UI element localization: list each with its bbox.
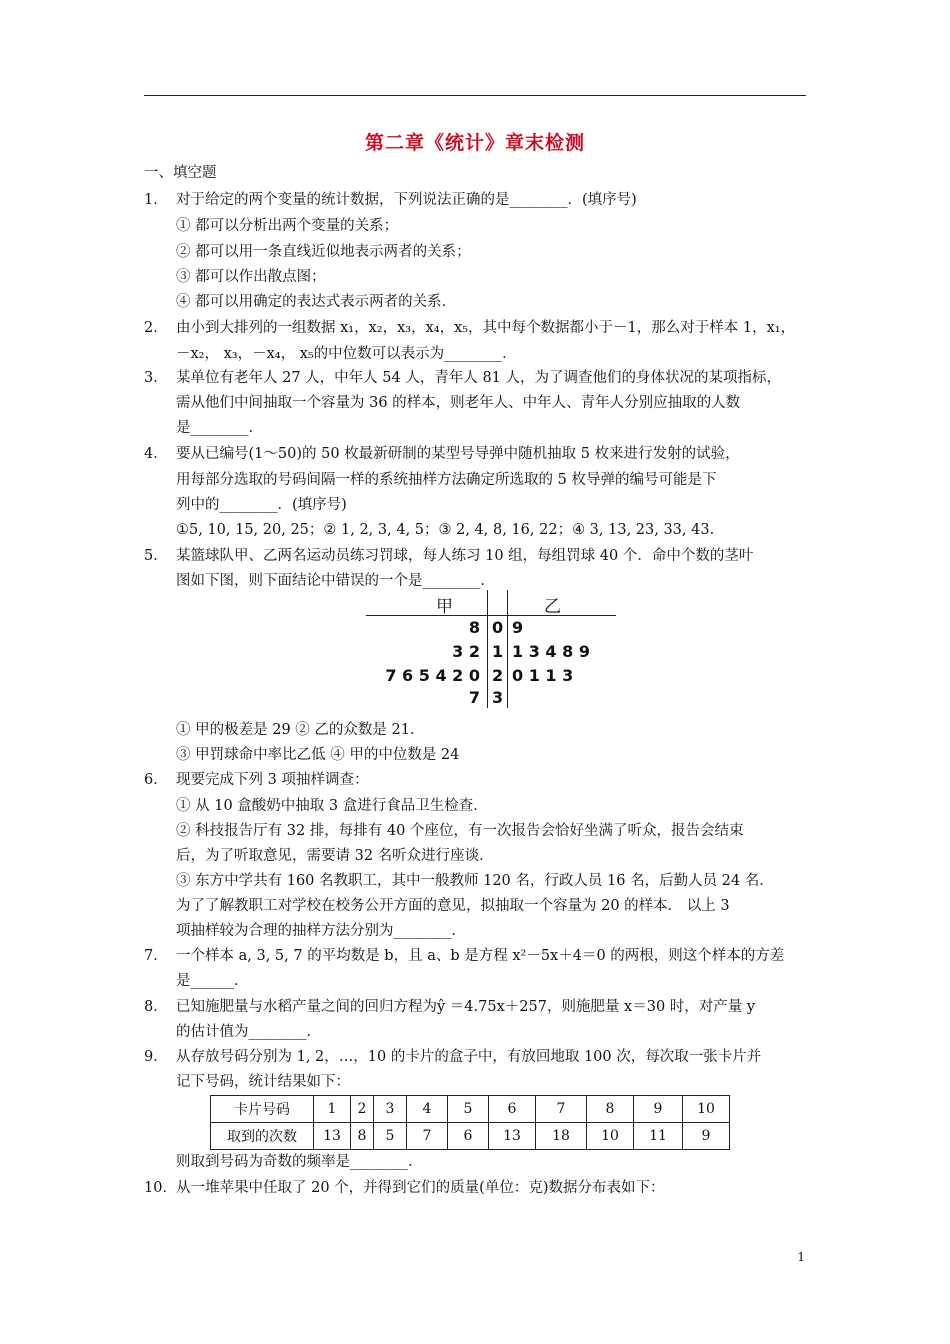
question-7-line-2: 是______．: [176, 973, 249, 989]
question-4-number: 4．: [144, 446, 168, 462]
stem-leaf-left-leaves: 3 2: [452, 642, 480, 661]
table-cell: 3: [374, 1096, 407, 1123]
stem-leaf-divider-left: [487, 590, 488, 708]
table-cell: 9: [683, 1123, 730, 1150]
stem-leaf-divider-right: [507, 590, 508, 708]
table-cell: 13: [314, 1123, 351, 1150]
table-cell: 7: [536, 1096, 587, 1123]
stem-leaf-stem: 2: [492, 666, 504, 685]
table-cell: 18: [536, 1123, 587, 1150]
table-cell: 9: [634, 1096, 683, 1123]
question-9-line-1: 从存放号码分别为 1, 2，…，10 的卡片的盒子中，有放回地取 100 次，每次取一张卡片并: [176, 1049, 762, 1065]
page-title: 第二章《统计》章末检测: [364, 132, 585, 154]
question-1-stem: 对于给定的两个变量的统计数据，下列说法正确的是________．(填序号): [176, 192, 637, 208]
stem-leaf-plot: [366, 590, 616, 710]
question-5-number: 5．: [144, 548, 168, 564]
question-3-line-1: 某单位有老年人 27 人，中年人 54 人，青年人 81 人，为了调查他们的身体状况的某项指标，: [176, 370, 782, 386]
question-6-line-6: 为了了解教职工对学校在校务公开方面的意见，拟抽取一个容量为 20 的样本． 以上 3: [176, 898, 730, 914]
question-8-line-2: 的估计值为________．: [176, 1024, 321, 1040]
stem-leaf-left-leaves: 7: [468, 688, 480, 707]
question-6-line-4: 后，为了听取意见，需要请 32 名听众进行座谈．: [176, 848, 494, 864]
question-2-line-1: 由小到大排列的一组数据 x₁，x₂，x₃，x₄，x₅，其中每个数据都小于－1，那么对于样本 1，x₁，: [176, 320, 796, 336]
table-cell: 5: [374, 1123, 407, 1150]
table-cell: 7: [407, 1123, 448, 1150]
question-10-line-1: 从一堆苹果中任取了 20 个，并得到它们的质量(单位：克)数据分布表如下：: [176, 1180, 665, 1196]
question-1-option-4: ④ 都可以用确定的表达式表示两者的关系．: [176, 294, 457, 310]
table-cell: 8: [351, 1123, 374, 1150]
table-cell: 11: [634, 1123, 683, 1150]
question-4-line-1: 要从已编号(1～50)的 50 枚最新研制的某型号导弹中随机抽取 5 枚来进行发射的试验，: [176, 446, 740, 462]
question-8-line-1: 已知施肥量与水稻产量之间的回归方程为ŷ ＝4.75x＋257，则施肥量 x＝30 时，对产量 y: [176, 999, 756, 1015]
question-8-number: 8．: [144, 999, 168, 1015]
stem-leaf-header-rule: [366, 615, 616, 616]
stem-leaf-stem: 1: [492, 642, 504, 661]
question-4-options: ①5, 10, 15, 20, 25；② 1, 2, 3, 4, 5；③ 2, 4, 8, 16, 22；④ 3, 13, 23, 33, 43.: [176, 522, 715, 538]
question-4-line-2: 用每部分选取的号码间隔一样的系统抽样方法确定所选取的 5 枚导弹的编号可能是下: [176, 472, 717, 488]
page-number: 1: [797, 1250, 805, 1264]
question-1-option-2: ② 都可以用一条直线近似地表示两者的关系；: [176, 244, 471, 260]
question-9-number: 9．: [144, 1049, 168, 1065]
question-3-number: 3．: [144, 370, 168, 386]
stem-leaf-right-leaves: 9: [512, 618, 524, 637]
table-cell: 8: [587, 1096, 634, 1123]
header-rule: [144, 95, 806, 96]
table-cell: 1: [314, 1096, 351, 1123]
table-cell: 6: [448, 1123, 489, 1150]
question-4-line-3: 列中的________．(填序号): [176, 497, 347, 513]
question-6-line-3: ② 科技报告厅有 32 排，每排有 40 个座位，有一次报告会恰好坐满了听众，报告会结束: [176, 823, 744, 839]
table-row: [211, 1096, 730, 1123]
question-1-option-1: ① 都可以分析出两个变量的关系；: [176, 218, 399, 234]
table-row-label: 取到的次数: [211, 1123, 314, 1150]
table-cell: 4: [407, 1096, 448, 1123]
question-6-line-1: 现要完成下列 3 项抽样调查：: [176, 772, 369, 788]
table-cell: 2: [351, 1096, 374, 1123]
question-7-number: 7．: [144, 948, 168, 964]
stem-leaf-right-leaves: 1 3 4 8 9: [512, 642, 590, 661]
stem-leaf-stem: 3: [492, 688, 504, 707]
question-2-line-2: －x₂， x₃，－x₄， x₅的中位数可以表示为________．: [176, 346, 517, 362]
question-5-options-2: ③ 甲罚球命中率比乙低 ④ 甲的中位数是 24: [176, 747, 460, 763]
stem-leaf-left-leaves: 8: [468, 618, 480, 637]
stem-leaf-left-header: 甲: [436, 597, 453, 617]
stem-leaf-stem: 0: [492, 618, 504, 637]
question-1-option-3: ③ 都可以作出散点图；: [176, 269, 326, 285]
table-row-label: 卡片号码: [211, 1096, 314, 1123]
table-cell: 10: [587, 1123, 634, 1150]
question-7-line-1: 一个样本 a, 3, 5, 7 的平均数是 b，且 a、b 是方程 x²－5x＋4＝0 的两根，则这个样本的方差: [176, 948, 785, 964]
question-9-line-3: 则取到号码为奇数的频率是________．: [176, 1154, 423, 1170]
question-6-line-7: 项抽样较为合理的抽样方法分别为________．: [176, 923, 466, 939]
stem-leaf-right-leaves: 0 1 1 3: [512, 666, 574, 685]
question-5-line-1: 某篮球队甲、乙两名运动员练习罚球，每人练习 10 组，每组罚球 40 个．命中个数的茎叶: [176, 548, 754, 564]
question-6-line-2: ① 从 10 盒酸奶中抽取 3 盒进行食品卫生检查．: [176, 798, 488, 814]
question-3-line-2: 需从他们中间抽取一个容量为 36 的样本，则老年人、中年人、青年人分别应抽取的人数: [176, 395, 741, 411]
question-5-options-1: ① 甲的极差是 29 ② 乙的众数是 21．: [176, 722, 425, 738]
question-6-number: 6．: [144, 772, 168, 788]
table-row: [211, 1123, 730, 1150]
question-10-number: 10．: [144, 1180, 177, 1196]
question-2-number: 2．: [144, 320, 168, 336]
question-6-line-5: ③ 东方中学共有 160 名教职工，其中一般教师 120 名，行政人员 16 名，后勤人员 24 名．: [176, 873, 774, 889]
section-heading: 一、填空题: [144, 165, 217, 181]
question-9-line-2: 记下号码，统计结果如下：: [176, 1074, 350, 1090]
table-cell: 5: [448, 1096, 489, 1123]
question-1-number: 1．: [144, 192, 168, 208]
table-cell: 13: [489, 1123, 536, 1150]
table-cell: 10: [683, 1096, 730, 1123]
stem-leaf-left-leaves: 7 6 5 4 2 0: [385, 666, 480, 685]
question-3-line-3: 是________．: [176, 420, 263, 436]
card-count-table: [210, 1095, 730, 1150]
stem-leaf-right-header: 乙: [544, 597, 561, 617]
table-cell: 6: [489, 1096, 536, 1123]
question-5-line-2: 图如下图，则下面结论中错误的一个是________．: [176, 573, 495, 589]
